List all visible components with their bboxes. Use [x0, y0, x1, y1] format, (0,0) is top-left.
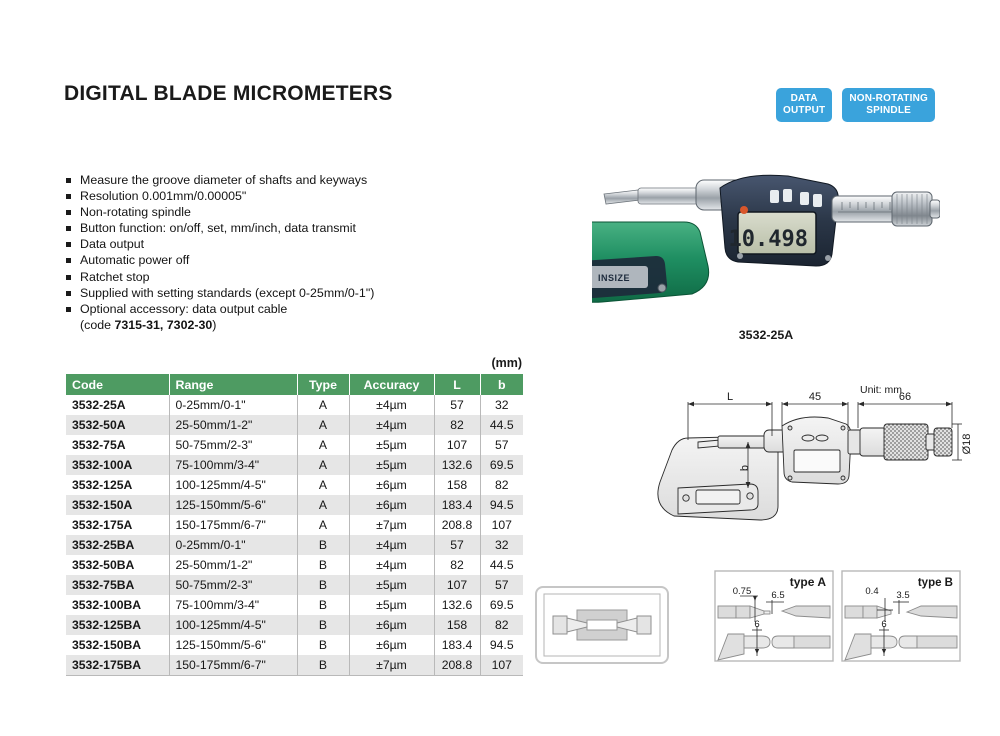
- cell-b: 57: [494, 438, 509, 452]
- table-row: [66, 575, 523, 595]
- cell-accuracy: ±6µm: [349, 635, 434, 655]
- feature-text: Ratchet stop: [80, 269, 150, 284]
- table-row: [66, 395, 523, 415]
- table-unit-note: (mm): [491, 356, 522, 370]
- list-item: [66, 285, 466, 301]
- square-bullet-icon: [66, 210, 71, 215]
- cell-type: A: [297, 475, 349, 495]
- cell-type: B: [297, 575, 349, 595]
- list-item: [66, 252, 466, 268]
- column-header-range: Range: [169, 374, 297, 395]
- cell-b: 69.5: [489, 458, 514, 472]
- cell-accuracy: ±6µm: [349, 615, 434, 635]
- dimension-blade-depth: b: [739, 464, 751, 472]
- cell-range: 50-75mm/2-3": [169, 575, 297, 595]
- type-a-width: 6.5: [771, 590, 785, 601]
- cell-type: B: [297, 535, 349, 555]
- cell-type: B: [297, 595, 349, 615]
- cell-b: 32: [494, 538, 509, 552]
- type-b-detail: [841, 570, 961, 662]
- cell-range: 150-175mm/6-7": [169, 655, 297, 676]
- type-a-detail: [714, 570, 834, 662]
- square-bullet-icon: [66, 242, 71, 247]
- type-a-thickness: 0.75: [732, 586, 752, 597]
- cell-b: 69.5: [489, 598, 514, 612]
- cell-type: B: [297, 635, 349, 655]
- cell-l: 82: [434, 415, 480, 435]
- cell-b: 94.5: [489, 638, 514, 652]
- feature-text: Data output: [80, 237, 145, 252]
- cell-code: 3532-50BA: [66, 555, 169, 575]
- type-a-title: type A: [789, 575, 826, 589]
- cell-accuracy: ±5µm: [349, 455, 434, 475]
- cell-code: 3532-175BA: [66, 655, 169, 676]
- cell-accuracy: ±7µm: [349, 515, 434, 535]
- cell-code: 3532-25A: [66, 395, 169, 415]
- cell-l: 57: [434, 395, 480, 415]
- badge-line: SPINDLE: [866, 105, 912, 116]
- cell-l: 158: [434, 615, 480, 635]
- sub-suffix: ): [212, 317, 217, 332]
- cell-accuracy: ±5µm: [349, 575, 434, 595]
- cell-type: A: [297, 495, 349, 515]
- table-row: [66, 535, 523, 555]
- cell-code: 3532-150A: [66, 495, 169, 515]
- cell-accuracy: ±5µm: [349, 595, 434, 615]
- type-b-width: 3.5: [896, 590, 910, 601]
- unit-label: Unit: mm: [860, 384, 902, 396]
- cell-l: 183.4: [434, 495, 480, 515]
- cell-range: 125-150mm/5-6": [169, 495, 297, 515]
- cell-range: 100-125mm/4-5": [169, 475, 297, 495]
- feature-subtext: [80, 317, 466, 333]
- page-title: DIGITAL BLADE MICROMETERS: [64, 82, 393, 105]
- cell-range: 50-75mm/2-3": [169, 435, 297, 455]
- square-bullet-icon: [66, 178, 71, 183]
- square-bullet-icon: [66, 226, 71, 231]
- list-item: [66, 269, 466, 285]
- cell-accuracy: ±7µm: [349, 655, 434, 676]
- feature-text: Non-rotating spindle: [80, 205, 191, 220]
- cell-type: B: [297, 555, 349, 575]
- cell-b: 82: [494, 478, 509, 492]
- cell-l: 132.6: [434, 595, 480, 615]
- cell-b: 94.5: [489, 498, 514, 512]
- column-header-accuracy: Accuracy: [349, 374, 434, 395]
- square-bullet-icon: [66, 275, 71, 280]
- cell-type: A: [297, 435, 349, 455]
- technical-drawing: [560, 380, 990, 550]
- data-output-badge: [776, 88, 832, 122]
- feature-text: Button function: on/off, set, mm/inch, data transmit: [80, 221, 356, 236]
- cell-range: 75-100mm/3-4": [169, 455, 297, 475]
- column-header-b: b: [480, 374, 523, 395]
- product-photo: [592, 150, 940, 318]
- feature-text: Measure the groove diameter of shafts and keyways: [80, 173, 368, 187]
- cell-b: 107: [491, 518, 512, 532]
- cell-accuracy: ±4µm: [349, 555, 434, 575]
- brand-label: INSIZE: [598, 273, 631, 283]
- badge-line: OUTPUT: [783, 105, 826, 116]
- square-bullet-icon: [66, 307, 71, 312]
- feature-list: [66, 172, 466, 333]
- table-row: [66, 415, 523, 435]
- cell-code: 3532-175A: [66, 515, 169, 535]
- cell-b: 44.5: [489, 558, 514, 572]
- table-row: [66, 435, 523, 455]
- cell-b: 107: [480, 655, 523, 676]
- cell-code: 3532-100A: [66, 455, 169, 475]
- list-item: [66, 301, 466, 333]
- cell-range: 25-50mm/1-2": [169, 415, 297, 435]
- table-row: [66, 495, 523, 515]
- column-header-code: Code: [66, 374, 169, 395]
- cell-type: A: [297, 455, 349, 475]
- cell-l: 158: [434, 475, 480, 495]
- list-item: [66, 236, 466, 252]
- cell-type: B: [297, 655, 349, 676]
- table-row: [66, 655, 523, 676]
- cell-code: 3532-150BA: [66, 635, 169, 655]
- cell-l: 107: [434, 575, 480, 595]
- cell-type: A: [297, 415, 349, 435]
- cell-l: 208.8: [434, 655, 480, 676]
- cell-code: 3532-50A: [66, 415, 169, 435]
- cell-b: 82: [494, 618, 509, 632]
- table-row: [66, 555, 523, 575]
- dimension-diameter: Ø18: [961, 433, 973, 455]
- cell-l: 57: [434, 535, 480, 555]
- type-b-thickness: 0.4: [865, 586, 879, 597]
- table-header-row: [66, 374, 523, 395]
- square-bullet-icon: [66, 258, 71, 263]
- type-b-title: type B: [917, 577, 953, 589]
- table-row: [66, 515, 523, 535]
- cell-code: 3532-75BA: [66, 575, 169, 595]
- cell-l: 208.8: [434, 515, 480, 535]
- cell-range: 0-25mm/0-1": [169, 395, 297, 415]
- feature-text: Supplied with setting standards (except 0-25mm/0-1"): [80, 285, 375, 300]
- list-item: [66, 220, 466, 236]
- cell-accuracy: ±5µm: [349, 435, 434, 455]
- list-item: [66, 204, 466, 220]
- cell-accuracy: ±6µm: [349, 495, 434, 515]
- cell-range: 125-150mm/5-6": [169, 635, 297, 655]
- cell-accuracy: ±4µm: [349, 415, 434, 435]
- cell-l: 132.6: [434, 455, 480, 475]
- feature-text: Optional accessory: data output cable: [80, 301, 288, 316]
- cell-type: A: [297, 395, 349, 415]
- cell-accuracy: ±6µm: [349, 475, 434, 495]
- table-row: [66, 635, 523, 655]
- specification-table: [66, 374, 523, 676]
- dimension-length: L: [726, 391, 734, 403]
- cell-accuracy: ±4µm: [349, 535, 434, 555]
- square-bullet-icon: [66, 194, 71, 199]
- cell-range: 150-175mm/6-7": [169, 515, 297, 535]
- photo-caption: 3532-25A: [738, 328, 794, 342]
- feature-text: Automatic power off: [80, 253, 190, 268]
- badge-line: NON-ROTATING: [849, 93, 928, 104]
- cell-type: B: [297, 615, 349, 635]
- column-header-type: Type: [297, 374, 349, 395]
- type-a-height: 6: [754, 619, 760, 630]
- cell-code: 3532-125BA: [66, 615, 169, 635]
- cell-code: 3532-25BA: [66, 535, 169, 555]
- lcd-reading: 10.498: [728, 227, 808, 252]
- cell-b: 44.5: [489, 418, 514, 432]
- cell-b: 32: [494, 398, 509, 412]
- column-header-l: L: [434, 374, 480, 395]
- accessory-codes: 7315-31, 7302-30: [114, 317, 213, 332]
- table-row: [66, 455, 523, 475]
- cell-code: 3532-100BA: [66, 595, 169, 615]
- application-diagram: [535, 586, 669, 664]
- cell-l: 107: [434, 435, 480, 455]
- cell-l: 82: [434, 555, 480, 575]
- cell-code: 3532-125A: [66, 475, 169, 495]
- cell-accuracy: ±4µm: [349, 395, 434, 415]
- non-rotating-spindle-badge: [842, 88, 935, 122]
- feature-text: Resolution 0.001mm/0.00005": [80, 189, 247, 204]
- dimension-body: 45: [808, 391, 822, 403]
- list-item: [66, 172, 466, 188]
- dimension-thimble: 66: [898, 391, 912, 403]
- cell-b: 57: [494, 578, 509, 592]
- cell-range: 75-100mm/3-4": [169, 595, 297, 615]
- sub-prefix: (code: [80, 317, 115, 332]
- cell-type: A: [297, 515, 349, 535]
- cell-range: 100-125mm/4-5": [169, 615, 297, 635]
- cell-code: 3532-75A: [66, 435, 169, 455]
- table-row: [66, 615, 523, 635]
- cell-l: 183.4: [434, 635, 480, 655]
- cell-range: 25-50mm/1-2": [169, 555, 297, 575]
- list-item: [66, 188, 466, 204]
- square-bullet-icon: [66, 291, 71, 296]
- feature-badges: [776, 88, 935, 122]
- cell-range: 0-25mm/0-1": [169, 535, 297, 555]
- table-row: [66, 475, 523, 495]
- table-row: [66, 595, 523, 615]
- type-b-height: 6: [881, 619, 887, 630]
- badge-line: DATA: [790, 93, 818, 104]
